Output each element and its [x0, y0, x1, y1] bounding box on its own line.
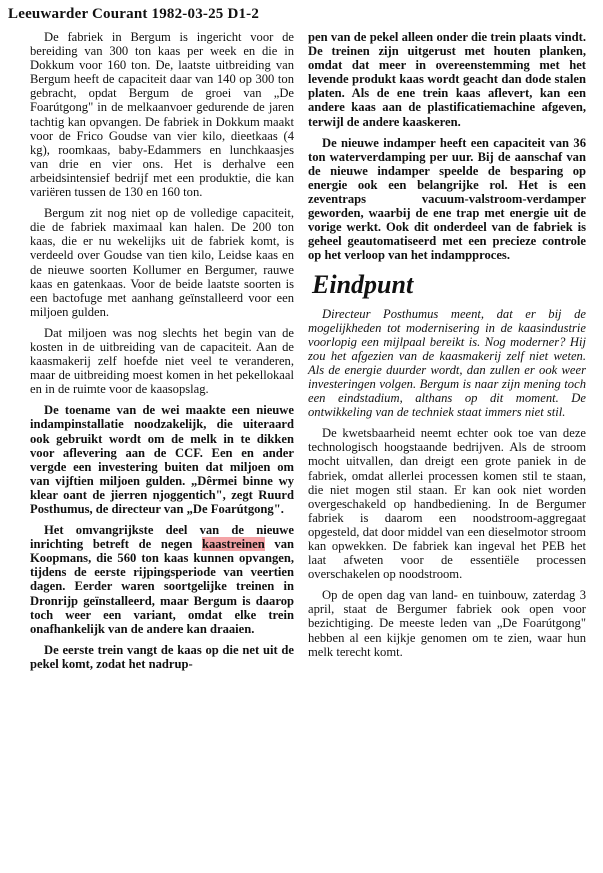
left-column [30, 30, 294, 678]
paragraph: Dat miljoen was nog slechts het begin van de kosten in de uitbreiding van de capaciteit. Aan de kaasmakerij zelf hoefde niet veel te veranderen, maar de uitbreiding moest komen in het pekellokaal en in de ruimte voor de kaasopslag. [30, 325, 294, 397]
paragraph: Op de open dag van land- en tuinbouw, zaterdag 3 april, staat de Bergumer fabriek ook open voor bezichtiging. De meeste leden van „De Foarútgong" hebben al een kijkje genomen om te zien, waar hun melk terecht komt. [308, 588, 586, 659]
bold-paragraph [30, 523, 294, 636]
section-heading: Eindpunt [312, 269, 414, 299]
bold-paragraph: De eerste trein vangt de kaas op die net uit de pekel komt, zodat het nadrup- [30, 642, 294, 671]
italic-paragraph: Directeur Posthumus meent, dat er bij de mogelijkheden tot modernisering in de kaasindustrie voorlopig een mijlpaal bereikt is. Nog moderner? Hij zou het afgezien van de kaasmakerij zelf niet weten. Als de energie duurder wordt, dan zullen er ook weer investeringen volgen. Bergum is naar zijn mening toch een eindstadium, althans op dit moment. De ontwikkeling van de techniek staat immers niet stil. [308, 306, 586, 420]
bold-paragraph: De toename van de wei maakte een nieuwe indampinstallatie noodzakelijk, die uiteraard ook gebruikt wordt om de melk in te dikken voor aflevering aan de CCF. Een en ander vergde een investering buiten dat miljoen om van vijftien miljoen gulden. „Dêrmei binne wy klear oant de jierren njoggentich", zegt Ruurd Posthumus, de directeur van „De Foarútgong". [30, 403, 294, 516]
bold-paragraph: pen van de pekel alleen onder die trein plaats vindt. De treinen zijn uitgerust met houten planken, omdat dat meer in overeenstemming met het levende produkt kaas wordt geacht dan dode stalen platen. Als de ene trein kaas aflevert, kan een andere kaas aan de plastificatiemachine afgeven, terwijl de andere kaaskeren. [308, 30, 586, 129]
masthead: Leeuwarder Courant 1982-03-25 D1-2 [8, 6, 260, 22]
paragraph: De kwetsbaarheid neemt echter ook toe van deze technologisch hoogstaande bedrijven. Als de stroom mocht uitvallen, dan dreigt een grote paniek in de fabriek, omdat allerlei processen komen stil te staan, die niet mogen stil staan. Er kan ook niet worden overgeschakeld op handbediening. In de Bergumer fabriek is daarom een noodstroom-aggregaat opgesteld, dat door middel van een dieselmotor stroom kan opwekken. De fabriek kan ingeval het PEB het laat afweten voor de essentiële processen overschakelen op noodstroom. [308, 426, 586, 582]
paragraph-text: Het omvangrijkste deel van de nieuwe inrichting betreft de negen [30, 523, 294, 552]
paragraph: Bergum zit nog niet op de volledige capaciteit, die de fabriek maximaal kan halen. De 200 ton kaas, die er nu wekelijks uit de fabriek komt, is verdeeld over Goudse van tien kilo, Leidse kaas en de nieuwe soorten Kollumer en Bergumer, rauwe kaas en gatenkaas. Voor de beide laatste soorten is een bactofuge met aanhang geïnstalleerd voor een miljoen gulden. [30, 206, 294, 319]
bold-paragraph: De nieuwe indamper heeft een capaciteit van 36 ton waterverdamping per uur. Bij de aanschaf van de nieuwe indamper speelde de besparing op energie ook een belangrijke rol. Het is een zeventraps vacuum-valstroom-verdamper geworden, waarbij de ene trap met energie uit de vorige werkt. Ook dit onderdeel van de fabriek is geheel geautomatiseerd met een precieze controle op het verloop van het indampproces. [308, 135, 586, 263]
paragraph-text: van Koopmans, die 560 ton kaas kunnen opvangen, tijdens de eerste rijpingsperiode van veertien dagen. Eerder waren soortgelijke treinen in Dronrijp geïnstalleerd, maar Bergum is daarop toch weer een variant, omdat elke trein onafhankelijk van de andere kan draaien. [30, 537, 294, 636]
highlighted-word: kaastreinen [202, 537, 265, 552]
paragraph: De fabriek in Bergum is ingericht voor de bereiding van 300 ton kaas per week en die in Dokkum voor 160 ton. De, laatste uitbreiding van Bergum heeft de capaciteit daar van 140 op 300 ton gebracht, opdat Bergum de groei van „De Foarútgong" in de melkaanvoer gedurende de jaren tachtig kan opvangen. De fabriek in Dokkum maakt voor de Frico Goudse van vier kilo, dieetkaas (4 kg), roomkaas, baby-Edammers en lunchkaasjes van drie en vier ons. Het is derhalve een arbeidsintensief bedrijf met een produktie, die kan variëren tussen de 130 en 160 ton. [30, 30, 294, 200]
right-column [308, 30, 586, 666]
